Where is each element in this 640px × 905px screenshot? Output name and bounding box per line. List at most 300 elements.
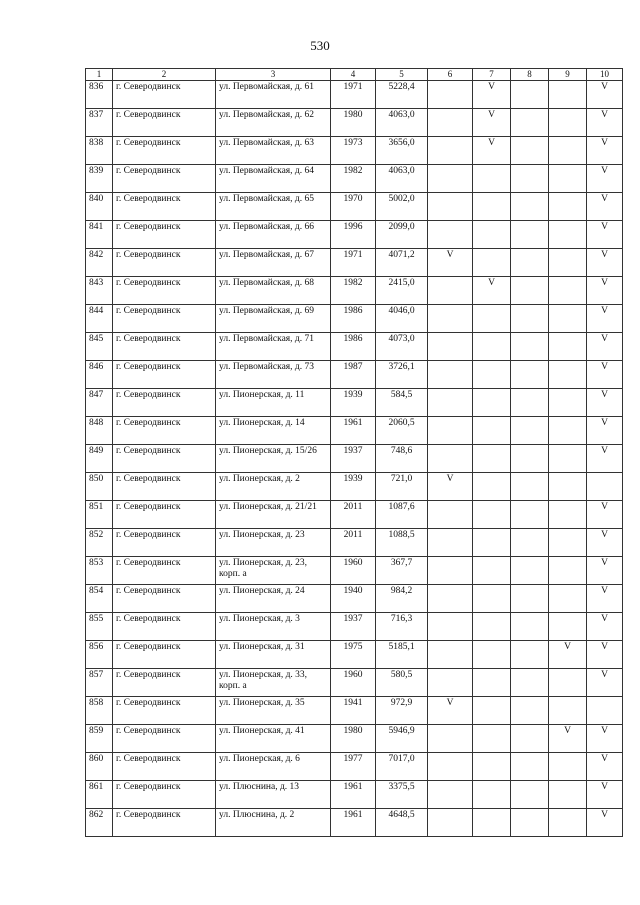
- row-number: 842: [86, 249, 113, 277]
- mark-col9: [549, 501, 587, 529]
- city-cell: г. Северодвинск: [113, 697, 216, 725]
- mark-col8: [511, 249, 549, 277]
- row-number: 843: [86, 277, 113, 305]
- table-body: [86, 81, 623, 837]
- table-row: [86, 473, 623, 501]
- mark-col10: V: [587, 529, 623, 557]
- address-cell: ул. Первомайская, д. 68: [216, 277, 331, 305]
- area-cell: 4648,5: [376, 809, 428, 837]
- mark-col9: [549, 557, 587, 585]
- city-cell: г. Северодвинск: [113, 193, 216, 221]
- year-cell: 1986: [331, 333, 376, 361]
- table-row: [86, 249, 623, 277]
- mark-col8: [511, 333, 549, 361]
- area-cell: 367,7: [376, 557, 428, 585]
- mark-col10: V: [587, 585, 623, 613]
- row-number: 841: [86, 221, 113, 249]
- area-cell: 4063,0: [376, 109, 428, 137]
- area-cell: 4063,0: [376, 165, 428, 193]
- address-cell: ул. Первомайская, д. 62: [216, 109, 331, 137]
- city-cell: г. Северодвинск: [113, 277, 216, 305]
- row-number: 855: [86, 613, 113, 641]
- row-number: 860: [86, 753, 113, 781]
- area-cell: 5002,0: [376, 193, 428, 221]
- mark-col8: [511, 585, 549, 613]
- mark-col9: [549, 333, 587, 361]
- area-cell: 3726,1: [376, 361, 428, 389]
- year-cell: 1975: [331, 641, 376, 669]
- address-cell: ул. Первомайская, д. 61: [216, 81, 331, 109]
- mark-col8: [511, 109, 549, 137]
- mark-col8: [511, 81, 549, 109]
- year-cell: 1939: [331, 473, 376, 501]
- mark-col7: [473, 221, 511, 249]
- city-cell: г. Северодвинск: [113, 417, 216, 445]
- mark-col10: V: [587, 641, 623, 669]
- area-cell: 2415,0: [376, 277, 428, 305]
- city-cell: г. Северодвинск: [113, 613, 216, 641]
- row-number: 857: [86, 669, 113, 697]
- mark-col7: [473, 501, 511, 529]
- mark-col9: [549, 417, 587, 445]
- mark-col9: [549, 389, 587, 417]
- mark-col9: [549, 669, 587, 697]
- mark-col6: [428, 305, 473, 333]
- column-header: 5: [376, 69, 428, 81]
- address-cell: ул. Пионерская, д. 6: [216, 753, 331, 781]
- column-header: 9: [549, 69, 587, 81]
- mark-col9: [549, 473, 587, 501]
- mark-col10: V: [587, 613, 623, 641]
- row-number: 856: [86, 641, 113, 669]
- table-row: [86, 809, 623, 837]
- mark-col10: V: [587, 277, 623, 305]
- mark-col8: [511, 697, 549, 725]
- mark-col10: V: [587, 333, 623, 361]
- mark-col9: [549, 361, 587, 389]
- mark-col7: [473, 389, 511, 417]
- city-cell: г. Северодвинск: [113, 333, 216, 361]
- address-cell: ул. Пионерская, д. 3: [216, 613, 331, 641]
- year-cell: 1973: [331, 137, 376, 165]
- area-cell: 3656,0: [376, 137, 428, 165]
- mark-col8: [511, 137, 549, 165]
- mark-col9: [549, 221, 587, 249]
- row-number: 849: [86, 445, 113, 473]
- year-cell: 1977: [331, 753, 376, 781]
- year-cell: 1980: [331, 109, 376, 137]
- mark-col8: [511, 669, 549, 697]
- year-cell: 1982: [331, 277, 376, 305]
- row-number: 861: [86, 781, 113, 809]
- year-cell: 1960: [331, 557, 376, 585]
- table-row: [86, 81, 623, 109]
- mark-col9: [549, 109, 587, 137]
- mark-col7: [473, 557, 511, 585]
- mark-col9: [549, 781, 587, 809]
- mark-col7: [473, 781, 511, 809]
- city-cell: г. Северодвинск: [113, 137, 216, 165]
- mark-col7: [473, 165, 511, 193]
- table-row: [86, 585, 623, 613]
- address-cell: ул. Пионерская, д. 21/21: [216, 501, 331, 529]
- city-cell: г. Северодвинск: [113, 249, 216, 277]
- mark-col6: V: [428, 697, 473, 725]
- column-header: 4: [331, 69, 376, 81]
- mark-col8: [511, 389, 549, 417]
- mark-col8: [511, 557, 549, 585]
- mark-col10: V: [587, 725, 623, 753]
- address-cell: ул. Первомайская, д. 65: [216, 193, 331, 221]
- row-number: 838: [86, 137, 113, 165]
- mark-col7: [473, 333, 511, 361]
- mark-col6: [428, 277, 473, 305]
- mark-col8: [511, 277, 549, 305]
- year-cell: 1996: [331, 221, 376, 249]
- city-cell: г. Северодвинск: [113, 669, 216, 697]
- table-row: [86, 277, 623, 305]
- city-cell: г. Северодвинск: [113, 557, 216, 585]
- year-cell: 1939: [331, 389, 376, 417]
- address-cell: ул. Пионерская, д. 24: [216, 585, 331, 613]
- mark-col6: [428, 81, 473, 109]
- mark-col9: [549, 193, 587, 221]
- mark-col7: [473, 473, 511, 501]
- mark-col6: [428, 389, 473, 417]
- mark-col8: [511, 473, 549, 501]
- city-cell: г. Северодвинск: [113, 473, 216, 501]
- row-number: 862: [86, 809, 113, 837]
- mark-col8: [511, 781, 549, 809]
- city-cell: г. Северодвинск: [113, 389, 216, 417]
- row-number: 837: [86, 109, 113, 137]
- mark-col8: [511, 445, 549, 473]
- area-cell: 7017,0: [376, 753, 428, 781]
- city-cell: г. Северодвинск: [113, 305, 216, 333]
- mark-col6: [428, 585, 473, 613]
- row-number: 846: [86, 361, 113, 389]
- address-cell: ул. Плюснина, д. 13: [216, 781, 331, 809]
- year-cell: 1937: [331, 613, 376, 641]
- mark-col8: [511, 165, 549, 193]
- year-cell: 2011: [331, 529, 376, 557]
- column-header: 7: [473, 69, 511, 81]
- mark-col8: [511, 221, 549, 249]
- mark-col10: V: [587, 305, 623, 333]
- address-cell: ул. Пионерская, д. 31: [216, 641, 331, 669]
- column-header: 10: [587, 69, 623, 81]
- table-row: [86, 641, 623, 669]
- mark-col9: [549, 529, 587, 557]
- mark-col7: [473, 585, 511, 613]
- row-number: 852: [86, 529, 113, 557]
- city-cell: г. Северодвинск: [113, 445, 216, 473]
- table-row: [86, 557, 623, 585]
- mark-col8: [511, 809, 549, 837]
- mark-col7: [473, 529, 511, 557]
- year-cell: 1987: [331, 361, 376, 389]
- year-cell: 1941: [331, 697, 376, 725]
- mark-col6: [428, 669, 473, 697]
- city-cell: г. Северодвинск: [113, 725, 216, 753]
- mark-col7: [473, 305, 511, 333]
- mark-col7: V: [473, 137, 511, 165]
- year-cell: 1961: [331, 417, 376, 445]
- mark-col7: [473, 697, 511, 725]
- area-cell: 4046,0: [376, 305, 428, 333]
- table-row: [86, 417, 623, 445]
- mark-col8: [511, 725, 549, 753]
- mark-col7: [473, 753, 511, 781]
- mark-col6: [428, 361, 473, 389]
- mark-col8: [511, 753, 549, 781]
- year-cell: 1980: [331, 725, 376, 753]
- mark-col6: [428, 221, 473, 249]
- header-row: [86, 69, 623, 81]
- city-cell: г. Северодвинск: [113, 81, 216, 109]
- city-cell: г. Северодвинск: [113, 753, 216, 781]
- address-cell: ул. Пионерская, д. 2: [216, 473, 331, 501]
- table-row: [86, 333, 623, 361]
- area-cell: 5185,1: [376, 641, 428, 669]
- mark-col7: [473, 417, 511, 445]
- mark-col7: [473, 809, 511, 837]
- address-cell: ул. Пионерская, д. 23: [216, 529, 331, 557]
- year-cell: 1940: [331, 585, 376, 613]
- mark-col7: [473, 249, 511, 277]
- mark-col6: [428, 109, 473, 137]
- mark-col10: V: [587, 557, 623, 585]
- mark-col6: [428, 641, 473, 669]
- year-cell: 1971: [331, 249, 376, 277]
- city-cell: г. Северодвинск: [113, 165, 216, 193]
- city-cell: г. Северодвинск: [113, 361, 216, 389]
- mark-col6: [428, 781, 473, 809]
- address-cell: ул. Плюснина, д. 2: [216, 809, 331, 837]
- area-cell: 3375,5: [376, 781, 428, 809]
- address-cell: ул. Пионерская, д. 11: [216, 389, 331, 417]
- table-row: [86, 221, 623, 249]
- mark-col10: V: [587, 165, 623, 193]
- mark-col8: [511, 305, 549, 333]
- year-cell: 1970: [331, 193, 376, 221]
- mark-col9: [549, 277, 587, 305]
- mark-col8: [511, 641, 549, 669]
- area-cell: 4073,0: [376, 333, 428, 361]
- area-cell: 5946,9: [376, 725, 428, 753]
- page-number: 530: [310, 38, 330, 53]
- mark-col6: [428, 501, 473, 529]
- mark-col8: [511, 501, 549, 529]
- mark-col9: [549, 81, 587, 109]
- mark-col7: [473, 445, 511, 473]
- mark-col10: V: [587, 501, 623, 529]
- address-cell: ул. Первомайская, д. 73: [216, 361, 331, 389]
- mark-col6: [428, 725, 473, 753]
- city-cell: г. Северодвинск: [113, 529, 216, 557]
- area-cell: 4071,2: [376, 249, 428, 277]
- table-row: [86, 165, 623, 193]
- row-number: 858: [86, 697, 113, 725]
- city-cell: г. Северодвинск: [113, 809, 216, 837]
- table-row: [86, 669, 623, 697]
- row-number: 859: [86, 725, 113, 753]
- mark-col10: V: [587, 249, 623, 277]
- housing-register-table: [85, 68, 623, 837]
- table-row: [86, 361, 623, 389]
- mark-col9: [549, 585, 587, 613]
- mark-col6: [428, 417, 473, 445]
- mark-col8: [511, 361, 549, 389]
- mark-col10: V: [587, 809, 623, 837]
- mark-col10: V: [587, 781, 623, 809]
- mark-col6: [428, 137, 473, 165]
- mark-col10: V: [587, 193, 623, 221]
- mark-col6: [428, 333, 473, 361]
- mark-col8: [511, 613, 549, 641]
- mark-col9: [549, 137, 587, 165]
- area-cell: 748,6: [376, 445, 428, 473]
- table-row: [86, 613, 623, 641]
- address-cell: ул. Пионерская, д. 41: [216, 725, 331, 753]
- mark-col10: V: [587, 361, 623, 389]
- mark-col10: V: [587, 109, 623, 137]
- mark-col6: [428, 193, 473, 221]
- mark-col10: V: [587, 417, 623, 445]
- row-number: 851: [86, 501, 113, 529]
- mark-col7: [473, 193, 511, 221]
- city-cell: г. Северодвинск: [113, 221, 216, 249]
- mark-col9: [549, 809, 587, 837]
- row-number: 844: [86, 305, 113, 333]
- mark-col9: [549, 305, 587, 333]
- row-number: 840: [86, 193, 113, 221]
- mark-col10: V: [587, 81, 623, 109]
- mark-col8: [511, 193, 549, 221]
- city-cell: г. Северодвинск: [113, 109, 216, 137]
- area-cell: 984,2: [376, 585, 428, 613]
- area-cell: 1087,6: [376, 501, 428, 529]
- table-row: [86, 697, 623, 725]
- mark-col9: [549, 753, 587, 781]
- year-cell: 1982: [331, 165, 376, 193]
- column-header: 8: [511, 69, 549, 81]
- table-row: [86, 781, 623, 809]
- mark-col10: [587, 473, 623, 501]
- year-cell: 1971: [331, 81, 376, 109]
- table-row: [86, 753, 623, 781]
- mark-col8: [511, 417, 549, 445]
- mark-col6: V: [428, 473, 473, 501]
- city-cell: г. Северодвинск: [113, 501, 216, 529]
- mark-col9: V: [549, 641, 587, 669]
- address-cell: ул. Первомайская, д. 66: [216, 221, 331, 249]
- year-cell: 1960: [331, 669, 376, 697]
- row-number: 847: [86, 389, 113, 417]
- mark-col9: [549, 165, 587, 193]
- address-cell: ул. Пионерская, д. 35: [216, 697, 331, 725]
- row-number: 836: [86, 81, 113, 109]
- area-cell: 972,9: [376, 697, 428, 725]
- city-cell: г. Северодвинск: [113, 585, 216, 613]
- address-cell: ул. Пионерская, д. 23, корп. а: [216, 557, 331, 585]
- mark-col9: [549, 445, 587, 473]
- year-cell: 1937: [331, 445, 376, 473]
- mark-col6: [428, 809, 473, 837]
- mark-col7: [473, 725, 511, 753]
- mark-col8: [511, 529, 549, 557]
- mark-col10: V: [587, 445, 623, 473]
- mark-col10: V: [587, 753, 623, 781]
- area-cell: 584,5: [376, 389, 428, 417]
- table-row: [86, 137, 623, 165]
- mark-col7: [473, 361, 511, 389]
- address-cell: ул. Пионерская, д. 33, корп. а: [216, 669, 331, 697]
- row-number: 850: [86, 473, 113, 501]
- area-cell: 721,0: [376, 473, 428, 501]
- year-cell: 1961: [331, 809, 376, 837]
- area-cell: 716,3: [376, 613, 428, 641]
- address-cell: ул. Первомайская, д. 63: [216, 137, 331, 165]
- address-cell: ул. Пионерская, д. 14: [216, 417, 331, 445]
- mark-col6: [428, 613, 473, 641]
- mark-col7: V: [473, 277, 511, 305]
- mark-col7: [473, 641, 511, 669]
- table-row: [86, 445, 623, 473]
- table-row: [86, 109, 623, 137]
- row-number: 853: [86, 557, 113, 585]
- mark-col6: [428, 165, 473, 193]
- mark-col9: V: [549, 725, 587, 753]
- mark-col10: V: [587, 221, 623, 249]
- table-row: [86, 305, 623, 333]
- mark-col10: V: [587, 137, 623, 165]
- mark-col10: V: [587, 669, 623, 697]
- area-cell: 580,5: [376, 669, 428, 697]
- column-header: 1: [86, 69, 113, 81]
- city-cell: г. Северодвинск: [113, 641, 216, 669]
- column-header: 2: [113, 69, 216, 81]
- address-cell: ул. Пионерская, д. 15/26: [216, 445, 331, 473]
- row-number: 854: [86, 585, 113, 613]
- mark-col10: V: [587, 389, 623, 417]
- address-cell: ул. Первомайская, д. 71: [216, 333, 331, 361]
- address-cell: ул. Первомайская, д. 69: [216, 305, 331, 333]
- mark-col7: [473, 613, 511, 641]
- year-cell: 1961: [331, 781, 376, 809]
- mark-col7: V: [473, 109, 511, 137]
- mark-col10: [587, 697, 623, 725]
- area-cell: 2060,5: [376, 417, 428, 445]
- city-cell: г. Северодвинск: [113, 781, 216, 809]
- area-cell: 2099,0: [376, 221, 428, 249]
- table-row: [86, 193, 623, 221]
- area-cell: 1088,5: [376, 529, 428, 557]
- mark-col6: V: [428, 249, 473, 277]
- mark-col6: [428, 529, 473, 557]
- year-cell: 2011: [331, 501, 376, 529]
- mark-col7: V: [473, 81, 511, 109]
- year-cell: 1986: [331, 305, 376, 333]
- row-number: 839: [86, 165, 113, 193]
- area-cell: 5228,4: [376, 81, 428, 109]
- table-row: [86, 725, 623, 753]
- column-header: 6: [428, 69, 473, 81]
- mark-col7: [473, 669, 511, 697]
- mark-col6: [428, 557, 473, 585]
- mark-col9: [549, 613, 587, 641]
- column-header: 3: [216, 69, 331, 81]
